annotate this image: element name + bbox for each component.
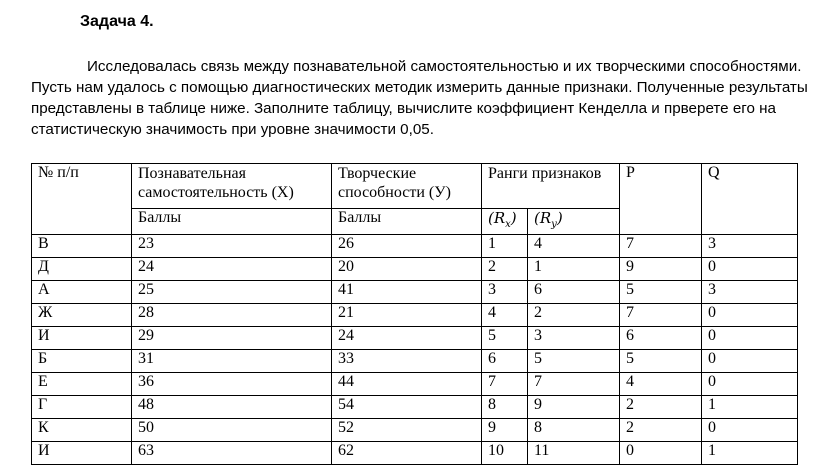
cell-p: 9 (620, 258, 702, 281)
table-body (32, 235, 798, 465)
table-row (32, 281, 798, 304)
cell-y: 24 (332, 327, 482, 350)
cell-ry: 9 (528, 396, 620, 419)
header-p: P (620, 164, 702, 235)
cell-y: 33 (332, 350, 482, 373)
cell-x: 63 (132, 442, 332, 465)
cell-id: К (32, 419, 132, 442)
header-rx: $(R_x)$ (482, 209, 528, 235)
cell-y: 21 (332, 304, 482, 327)
cell-q: 1 (702, 442, 798, 465)
cell-y: 41 (332, 281, 482, 304)
header-q: Q (702, 164, 798, 235)
cell-rx: 10 (482, 442, 528, 465)
cell-p: 6 (620, 327, 702, 350)
cell-y: 54 (332, 396, 482, 419)
cell-p: 7 (620, 235, 702, 258)
cell-p: 2 (620, 396, 702, 419)
table-row (32, 258, 798, 281)
cell-id: Е (32, 373, 132, 396)
cell-ry: 3 (528, 327, 620, 350)
cell-y: 44 (332, 373, 482, 396)
cell-rx: 2 (482, 258, 528, 281)
cell-p: 5 (620, 350, 702, 373)
table-row (32, 396, 798, 419)
cell-ry: 8 (528, 419, 620, 442)
cell-rx: 5 (482, 327, 528, 350)
cell-p: 2 (620, 419, 702, 442)
cell-x: 28 (132, 304, 332, 327)
table-row (32, 350, 798, 373)
table-row (32, 442, 798, 465)
cell-x: 50 (132, 419, 332, 442)
cell-y: 62 (332, 442, 482, 465)
cell-y: 52 (332, 419, 482, 442)
header-x: Познавательная самостоятельность (Х) (132, 164, 332, 209)
cell-y: 20 (332, 258, 482, 281)
task-paragraph (31, 56, 811, 140)
cell-x: 23 (132, 235, 332, 258)
cell-id: Б (32, 350, 132, 373)
cell-id: Ж (32, 304, 132, 327)
cell-ry: 1 (528, 258, 620, 281)
cell-id: А (32, 281, 132, 304)
header-ry: $(R_y)$ (528, 209, 620, 235)
header-ranks: Ранги признаков (482, 164, 620, 209)
cell-id: И (32, 442, 132, 465)
cell-x: 24 (132, 258, 332, 281)
header-y: Творческие способности (У) (332, 164, 482, 209)
table-row (32, 327, 798, 350)
table-row (32, 419, 798, 442)
cell-q: 0 (702, 327, 798, 350)
task-text: Исследовалась связь между познавательной самостоятельностью и их творческими способностями. Пусть нам удалось с помощью диагностических методик измерить данные признаки. Полученные результаты представлены в таблице ниже. Заполните таблицу, вычислите коэффициент Кенделла и прверете его на статистическую значимость при уровне значимости 0,05. (31, 58, 808, 138)
cell-x: 25 (132, 281, 332, 304)
cell-x: 48 (132, 396, 332, 419)
cell-x: 31 (132, 350, 332, 373)
header-x-unit: Баллы (132, 209, 332, 235)
cell-id: В (32, 235, 132, 258)
cell-ry: 2 (528, 304, 620, 327)
task-title: Задача 4. (80, 13, 154, 30)
cell-ry: 5 (528, 350, 620, 373)
cell-p: 7 (620, 304, 702, 327)
cell-p: 5 (620, 281, 702, 304)
data-table (31, 163, 798, 465)
cell-rx: 4 (482, 304, 528, 327)
cell-q: 0 (702, 258, 798, 281)
header-y-unit: Баллы (332, 209, 482, 235)
cell-p: 4 (620, 373, 702, 396)
table-row (32, 235, 798, 258)
cell-ry: 6 (528, 281, 620, 304)
cell-rx: 9 (482, 419, 528, 442)
cell-q: 1 (702, 396, 798, 419)
cell-ry: 7 (528, 373, 620, 396)
cell-rx: 6 (482, 350, 528, 373)
cell-rx: 7 (482, 373, 528, 396)
cell-rx: 8 (482, 396, 528, 419)
cell-ry: 4 (528, 235, 620, 258)
cell-x: 36 (132, 373, 332, 396)
cell-q: 3 (702, 235, 798, 258)
cell-rx: 3 (482, 281, 528, 304)
cell-id: И (32, 327, 132, 350)
table-row (32, 304, 798, 327)
header-num: № п/п (32, 164, 132, 235)
cell-id: Г (32, 396, 132, 419)
cell-q: 3 (702, 281, 798, 304)
cell-q: 0 (702, 419, 798, 442)
cell-p: 0 (620, 442, 702, 465)
cell-q: 0 (702, 304, 798, 327)
cell-q: 0 (702, 373, 798, 396)
table-row (32, 373, 798, 396)
cell-x: 29 (132, 327, 332, 350)
cell-rx: 1 (482, 235, 528, 258)
cell-ry: 11 (528, 442, 620, 465)
cell-q: 0 (702, 350, 798, 373)
cell-id: Д (32, 258, 132, 281)
cell-y: 26 (332, 235, 482, 258)
